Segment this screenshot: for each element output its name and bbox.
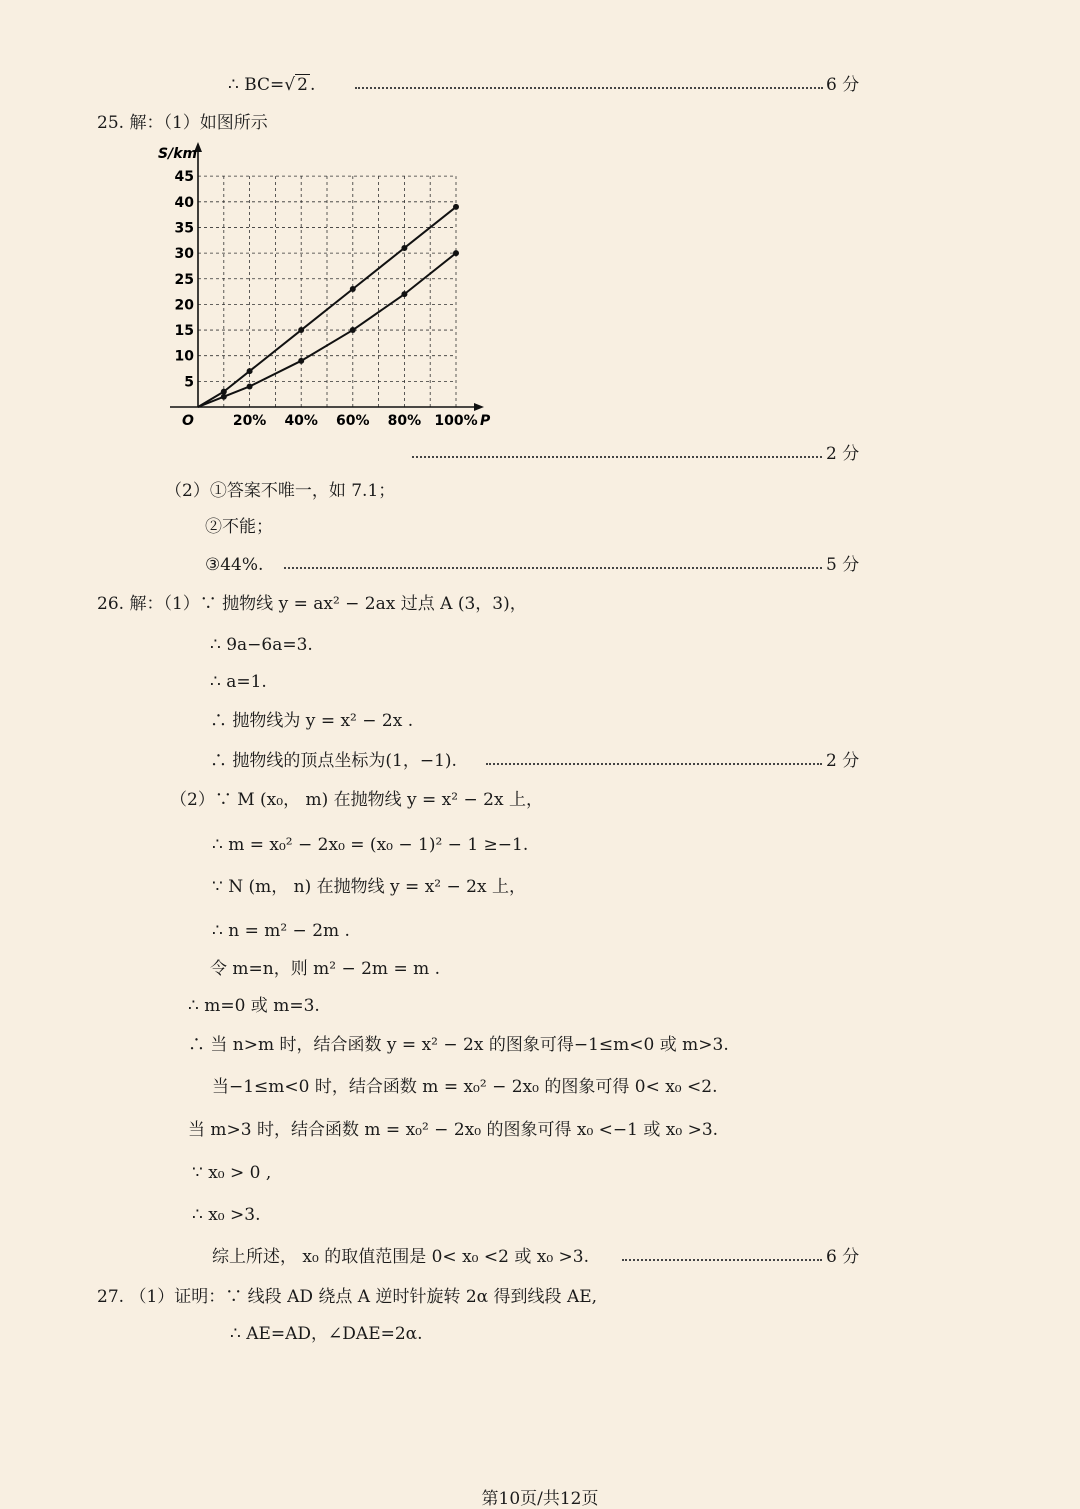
q26-line11: ∴ m=0 或 m=3.: [188, 996, 320, 1016]
x-tick-label: 20%: [232, 413, 267, 429]
x-tick-label: 80%: [387, 413, 422, 429]
q27-line2: ∴ AE=AD，∠DAE=2α.: [230, 1324, 423, 1344]
q26-line14: 当 m>3 时，结合函数 m = x₀² − 2x₀ 的图象可得 x₀ <−1 或 x₀ >3.: [188, 1120, 719, 1140]
y-axis-label: S/km: [158, 146, 198, 162]
q25-part2b: ②不能；: [205, 517, 273, 537]
q26-line6: （2）∵ M (x₀， m) 在抛物线 y = x² − 2x 上，: [170, 790, 543, 810]
chart-grid: [198, 176, 456, 407]
page-footer: 第10页/共12页: [481, 1489, 599, 1509]
dotted-leader: [412, 456, 822, 458]
y-tick-label: 5: [184, 374, 194, 391]
data-point: [350, 286, 356, 292]
data-point: [221, 389, 227, 395]
y-tick-label: 35: [174, 220, 194, 237]
x-tick-label: 40%: [284, 413, 318, 429]
score-6: 6 分: [826, 75, 860, 95]
data-point: [298, 327, 304, 333]
y-tick-label: 45: [174, 169, 194, 186]
dotted-leader: [622, 1259, 822, 1261]
q26-line10: 令 m=n，则 m² − 2m = m .: [210, 959, 441, 979]
y-tick-label: 10: [174, 348, 194, 365]
score-2b: 2 分: [826, 751, 860, 771]
dotted-leader: [284, 567, 822, 569]
data-point: [247, 368, 253, 374]
q25-heading: 25. 解：（1）如图所示: [97, 113, 268, 133]
q26-line12: ∴ 当 n>m 时，结合函数 y = x² − 2x 的图象可得−1≤m<0 或 m>3.: [188, 1035, 729, 1055]
q25-part2c: ③44%.: [205, 555, 264, 575]
q26-line15: ∵ x₀ > 0 ,: [192, 1163, 272, 1183]
dotted-leader: [486, 763, 822, 765]
y-tick-label: 20: [174, 297, 194, 314]
score-6b: 6 分: [826, 1247, 860, 1267]
bc-end: .: [309, 75, 316, 95]
data-point: [221, 394, 227, 400]
q27-line1: 27. （1）证明：∵ 线段 AD 绕点 A 逆时针旋转 2α 得到线段 AE,: [97, 1287, 598, 1307]
q26-line16: ∴ x₀ >3.: [192, 1205, 261, 1225]
line-bc: [228, 74, 315, 96]
score-5: 5 分: [826, 555, 860, 575]
q26-line8: ∵ N (m， n) 在抛物线 y = x² − 2x 上，: [212, 877, 526, 897]
x-tick-label: 100%: [434, 413, 478, 429]
distance-chart: [150, 140, 495, 430]
data-point: [350, 327, 356, 333]
q26-line9: ∴ n = m² − 2m .: [212, 921, 350, 941]
x-axis-label: P: [480, 413, 491, 429]
bc-text: ∴ BC=: [228, 75, 285, 95]
q26-line5: ∴ 抛物线的顶点坐标为(1，−1).: [210, 751, 457, 771]
dotted-leader: [355, 87, 823, 89]
data-point: [298, 358, 304, 364]
q26-line13: 当−1≤m<0 时，结合函数 m = x₀² − 2x₀ 的图象可得 0< x₀ <2.: [212, 1077, 718, 1097]
q26-line4: ∴ 抛物线为 y = x² − 2x .: [210, 711, 414, 731]
q26-line7: ∴ m = x₀² − 2x₀ = (x₀ − 1)² − 1 ≥−1.: [212, 835, 529, 855]
data-point: [401, 245, 407, 251]
chart-ticks: [158, 146, 491, 429]
data-point: [247, 383, 253, 389]
x-axis-arrow: [474, 403, 484, 411]
q26-line17: 综上所述， x₀ 的取值范围是 0< x₀ <2 或 x₀ >3.: [212, 1247, 590, 1267]
q25-part2a: （2）①答案不唯一，如 7.1；: [165, 481, 396, 501]
data-point: [453, 204, 459, 210]
y-tick-label: 25: [174, 271, 194, 288]
q26-line1: 26. 解：（1）∵ 抛物线 y = ax² − 2ax 过点 A (3，3)，: [97, 594, 527, 614]
chart-series: [198, 204, 459, 407]
origin-label: O: [182, 413, 194, 429]
score-2: 2 分: [826, 444, 860, 464]
sqrt-symbol: √: [284, 75, 296, 95]
y-tick-label: 15: [174, 323, 194, 340]
y-tick-label: 40: [174, 194, 194, 211]
q26-line2: ∴ 9a−6a=3.: [210, 635, 313, 655]
data-point: [453, 250, 459, 256]
q26-line3: ∴ a=1.: [210, 672, 267, 692]
sqrt-radicand: 2: [297, 75, 308, 95]
x-tick-label: 60%: [336, 413, 370, 429]
data-point: [401, 291, 407, 297]
y-tick-label: 30: [174, 246, 194, 263]
